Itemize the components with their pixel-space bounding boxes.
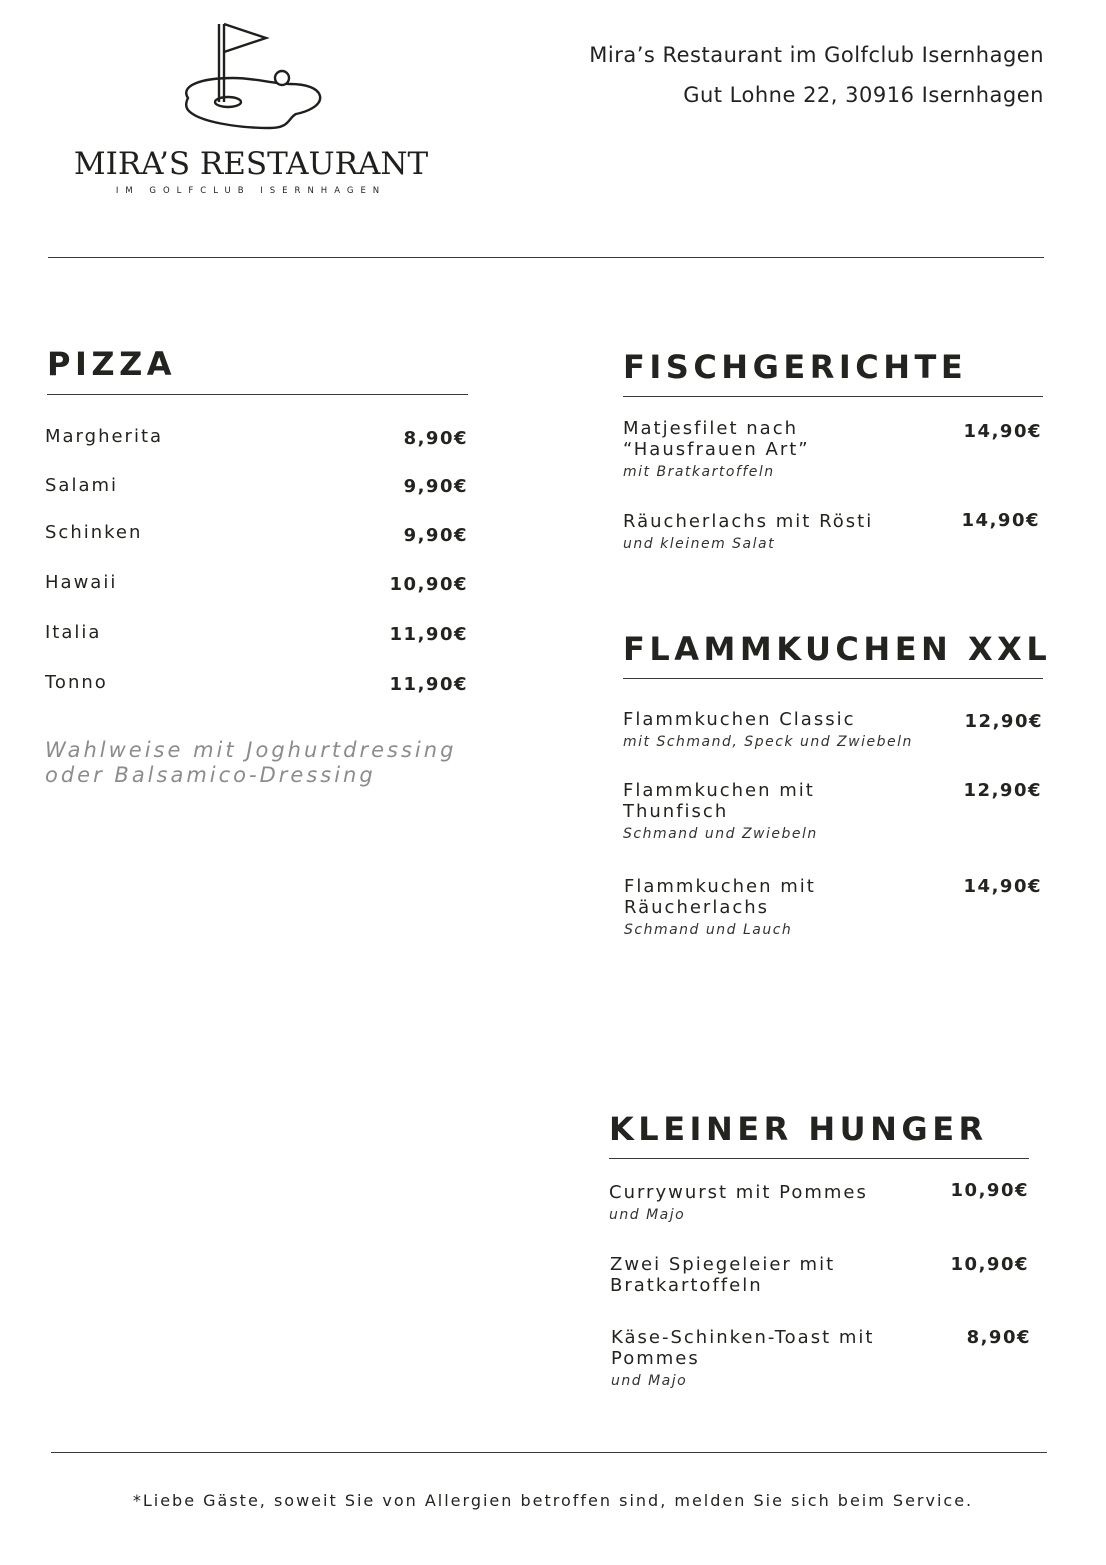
list-item-price: 10,90€ [389,574,468,595]
list-item-price: 12,90€ [963,780,1042,801]
allergy-footer-note: *Liebe Gäste, soweit Sie von Allergien betroffen sind, melden Sie sich beim Service. [132,1491,974,1510]
list-item-name-line-2: Bratkartoffeln [610,1275,763,1296]
list-item-name: Italia [45,622,102,643]
list-item-name: Zwei Spiegeleier mit [610,1254,836,1275]
section-divider-fischgerichte [623,396,1043,397]
list-item-price: 14,90€ [961,510,1040,531]
list-item-price: 8,90€ [403,428,468,449]
list-item-name: Flammkuchen mit [623,780,815,801]
list-item-price: 14,90€ [963,421,1042,442]
golf-flag-icon [178,18,324,132]
address-line-1: Mira’s Restaurant im Golfclub Isernhagen [589,43,1044,67]
section-divider-flammkuchen [623,678,1043,679]
pizza-dressing-note-line-2: oder Balsamico-Dressing [45,763,376,787]
section-title-flammkuchen: FLAMMKUCHEN XXL [623,630,1052,668]
section-divider-kleiner-hunger [609,1158,1029,1159]
list-item-price: 9,90€ [403,525,468,546]
list-item-name: Currywurst mit Pommes [609,1182,868,1203]
list-item-name: Schinken [45,522,143,543]
list-item-description: mit Schmand, Speck und Zwiebeln [623,734,913,750]
list-item-description: Schmand und Zwiebeln [623,826,818,842]
list-item-name: Salami [45,475,119,496]
section-title-kleiner-hunger: KLEINER HUNGER [609,1110,988,1148]
list-item-name: Matjesfilet nach [623,418,799,439]
section-divider-pizza [47,394,468,395]
list-item-description: und kleinem Salat [623,536,776,552]
list-item-name: Tonno [45,672,108,693]
logo-wordmark: MIRA’S RESTAURANT [73,146,429,182]
pizza-dressing-note-line-1: Wahlweise mit Joghurtdressing [45,738,457,762]
list-item-price: 9,90€ [403,476,468,497]
list-item-price: 14,90€ [963,876,1042,897]
list-item-description: und Majo [609,1207,686,1223]
list-item-price: 11,90€ [389,624,468,645]
section-title-pizza: PIZZA [47,345,177,383]
list-item-name-line-2: Räucherlachs [624,897,770,918]
list-item-price: 11,90€ [389,674,468,695]
list-item-name: Margherita [45,426,164,447]
list-item-price: 8,90€ [966,1327,1031,1348]
list-item-name: Hawaii [45,572,118,593]
list-item-name-line-2: “Hausfrauen Art” [623,439,810,460]
list-item-name: Käse-Schinken-Toast mit [611,1327,875,1348]
list-item-name: Flammkuchen Classic [623,709,856,730]
address-line-2: Gut Lohne 22, 30916 Isernhagen [683,83,1044,107]
list-item-price: 10,90€ [950,1180,1029,1201]
list-item-description: Schmand und Lauch [624,922,793,938]
logo-subtitle: IM GOLFCLUB ISERNHAGEN [115,186,387,196]
list-item-name-line-2: Thunfisch [623,801,729,822]
footer-divider [51,1452,1047,1453]
list-item-name: Räucherlachs mit Rösti [623,511,874,532]
list-item-name: Flammkuchen mit [624,876,816,897]
section-title-fischgerichte: FISCHGERICHTE [623,348,968,386]
list-item-description: und Majo [611,1373,688,1389]
header-divider [48,257,1044,258]
list-item-description: mit Bratkartoffeln [623,464,775,480]
list-item-price: 10,90€ [950,1254,1029,1275]
list-item-name-line-2: Pommes [611,1348,700,1369]
list-item-price: 12,90€ [964,711,1043,732]
